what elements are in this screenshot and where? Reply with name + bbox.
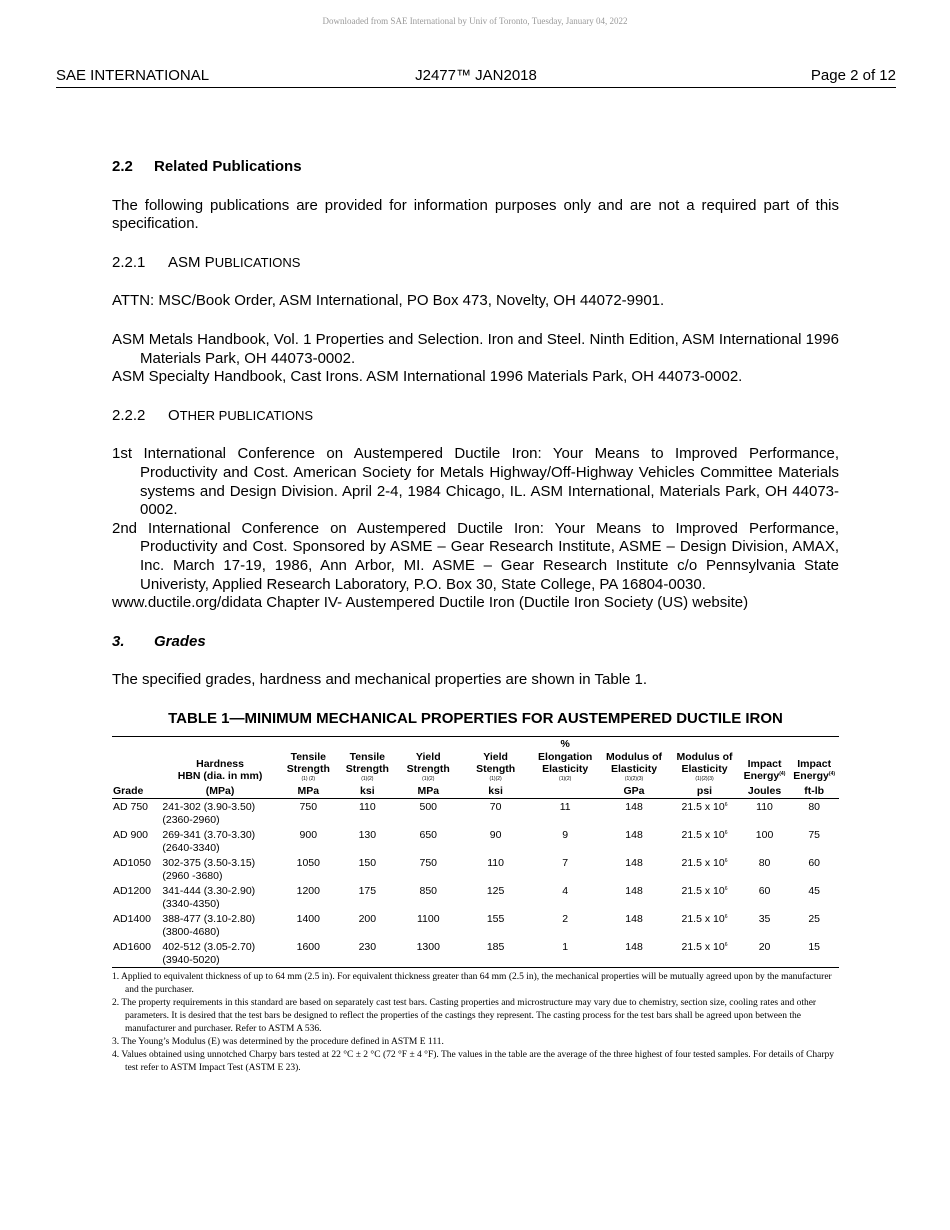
header-text: Elasticity (542, 763, 589, 776)
cell-yield-mpa: 750 (419, 857, 438, 870)
section-title-initial: O (168, 406, 180, 424)
cell-hardness (161, 829, 278, 857)
cell-grade: AD1200 (113, 885, 151, 898)
hardness-hbn: 241-302 (3.90-3.50) (162, 801, 256, 814)
unit-yield-mpa: MPa (397, 784, 460, 799)
cell-elongation: 4 (562, 885, 569, 898)
cell-grade: AD1400 (113, 913, 151, 926)
header-text: Modulus of (676, 750, 733, 763)
cell-yield-ksi: 110 (487, 857, 504, 870)
cell-yield-ksi: 70 (489, 801, 502, 814)
cell-modulus-psi (669, 941, 739, 968)
cell-elongation: 9 (562, 829, 569, 842)
cell-hardness (161, 941, 278, 968)
header-text: Yield (483, 750, 508, 763)
download-watermark: Downloaded from SAE International by Univ of Toronto, Tuesday, January 04, 2022 (322, 16, 628, 26)
footnote-ref: (1)(2)(3) (695, 775, 714, 782)
cell-hardness (161, 799, 278, 830)
footnote-ref: (1)(2) (489, 775, 502, 782)
cell-yield-ksi: 125 (486, 885, 505, 898)
cell-tensile-ksi: 150 (358, 857, 377, 870)
section-title: Grades (154, 632, 206, 650)
hardness-mpa: (3800-4680) (162, 925, 220, 938)
exponent: 6 (724, 830, 728, 837)
table-notes (112, 971, 839, 1075)
modulus-psi-value: 21.5 x 10 (681, 829, 725, 842)
header-text: Tensile (349, 750, 386, 763)
table-row (112, 829, 839, 857)
cell-yield-mpa: 1100 (416, 913, 440, 926)
col-header-hardness (161, 737, 278, 784)
col-header-modulus-psi (669, 737, 739, 784)
cell-impact-ftlb: 75 (808, 829, 820, 842)
unit-tensile-ksi: ksi (338, 784, 397, 799)
cell-impact-ftlb: 25 (808, 913, 820, 926)
table-row (112, 857, 839, 885)
cell-hardness (161, 913, 278, 941)
header-text: Energy (793, 770, 829, 783)
footnote-ref: (1)(2) (361, 775, 374, 782)
section-title-initial: ASM P (168, 253, 215, 271)
table-note: 1. Applied to equivalent thickness of up to 64 mm (2.5 in). For equivalent thickness greater than 64 mm (2.5 in), the mechanical properties will be mutually agreed upon by the manufacturer and the purchaser. (112, 972, 832, 996)
cell-tensile-ksi: 175 (358, 885, 377, 898)
cell-modulus-gpa: 148 (625, 913, 643, 926)
table-row (112, 799, 839, 830)
footnote-ref: (4) (828, 771, 836, 778)
exponent: 6 (724, 802, 728, 809)
header-document-id: J2477™ JAN2018 (415, 67, 537, 84)
modulus-psi-value: 21.5 x 10 (681, 913, 725, 926)
mechanical-properties-table (112, 736, 839, 968)
header-text: Strength (345, 763, 389, 776)
footnote-ref: (1) (2) (301, 775, 316, 782)
cell-impact-joules: 100 (755, 829, 774, 842)
unit-tensile-mpa: MPa (279, 784, 338, 799)
section-number: 3. (112, 632, 125, 650)
cell-tensile-mpa: 750 (299, 801, 318, 814)
col-header-yield-ksi (460, 737, 532, 784)
cell-tensile-mpa: 1600 (279, 941, 338, 968)
cell-elongation: 2 (562, 913, 569, 926)
section-2-2-intro: The following publications are provided for information purposes only and are not a required part of this specification. (112, 196, 839, 233)
exponent: 6 (724, 886, 728, 893)
cell-impact-ftlb: 60 (808, 857, 820, 870)
footnote-ref: (1)(2) (422, 775, 435, 782)
unit-yield-ksi: ksi (460, 784, 532, 799)
cell-elongation: 7 (562, 857, 569, 870)
table-note: 2. The property requirements in this standard are based on separately cast test bars. Casting properties and microstructure may vary due to chemistry, section size, cooling rates and other parameters. It is desired that the test bars be designed to reflect the properties of the castings they represent. The casting process for the test bars shall be agreed upon between the manufacturer and purchaser. Refer to ASTM A 536. (112, 998, 817, 1035)
cell-impact-ftlb: 45 (808, 885, 820, 898)
header-text: Tensile (290, 750, 326, 763)
hardness-mpa: (3940-5020) (162, 953, 220, 966)
unit-elongation (532, 784, 599, 799)
cell-yield-ksi: 185 (460, 941, 532, 968)
cell-tensile-ksi: 230 (338, 941, 397, 968)
unit-impact-ftlb: ft-lb (789, 784, 839, 799)
cell-tensile-ksi: 200 (358, 913, 377, 926)
cell-tensile-mpa: 1050 (296, 857, 320, 870)
cell-impact-joules: 60 (758, 885, 771, 898)
header-text: Hardness (196, 757, 244, 770)
cell-tensile-ksi: 110 (358, 801, 376, 814)
table-row (112, 913, 839, 941)
cell-modulus-psi (669, 913, 739, 941)
cell-elongation: 11 (559, 801, 571, 814)
header-text: Yield (415, 750, 441, 763)
cell-tensile-ksi: 130 (358, 829, 377, 842)
hardness-hbn: 269-341 (3.70-3.30) (162, 829, 256, 842)
header-text: Elasticity (681, 763, 728, 776)
cell-modulus-gpa: 148 (599, 941, 669, 968)
cell-impact-ftlb: 15 (789, 941, 839, 968)
header-text: Elasticity (610, 763, 658, 776)
exponent: 6 (724, 942, 728, 949)
footnote-ref: (1)(2)(3) (624, 775, 644, 782)
col-header-yield-mpa (397, 737, 460, 784)
hardness-hbn: 341-444 (3.30-2.90) (162, 885, 256, 898)
section-number: 2.2.1 (112, 253, 146, 271)
cell-grade: AD1600 (112, 941, 161, 968)
footnote-ref: (1)(2) (559, 775, 572, 782)
section-number: 2.2.2 (112, 406, 146, 424)
unit-hardness: (MPa) (161, 784, 278, 799)
cell-hardness (161, 857, 278, 885)
modulus-psi-value: 21.5 x 10 (681, 857, 725, 870)
exponent: 6 (724, 858, 728, 865)
hardness-hbn: 402-512 (3.05-2.70) (162, 941, 256, 954)
page-body (112, 158, 839, 1075)
table-body (112, 799, 839, 968)
modulus-psi-value: 21.5 x 10 (681, 801, 725, 814)
cell-yield-mpa: 1300 (397, 941, 460, 968)
hardness-hbn: 388-477 (3.10-2.80) (162, 913, 256, 926)
cell-impact-joules: 20 (740, 941, 790, 968)
cell-hardness (161, 885, 278, 913)
hardness-mpa: (2640-3340) (162, 841, 220, 854)
reference-item: 1st International Conference on Austempered Ductile Iron: Your Means to Improved Performance, Productivity and Cost. American Society for Metals Highway/Off-Highway Vehicles Committee Materials systems and Design Division. April 2-4, 1984 Chicago, IL. ASM International, Materials Park, OH 44073-0002. (112, 445, 839, 519)
unit-impact-joules: Joules (740, 784, 790, 799)
cell-grade: AD 900 (113, 829, 149, 842)
col-header-impact-joules (740, 737, 790, 784)
header-text: Modulus of (606, 750, 663, 763)
col-header-tensile-mpa (279, 737, 338, 784)
hardness-mpa: (3340-4350) (162, 897, 220, 910)
unit-modulus-gpa: GPa (599, 784, 669, 799)
table-note: 4. Values obtained using unnotched Charpy bars tested at 22 °C ± 2 °C (72 °F ± 4 °F). The values in the table are the average of the three highest of four tested samples. For details of Charpy test refer to ASTM Impact Test (ASTM E 23). (112, 1050, 835, 1074)
page-header (56, 67, 896, 88)
header-text: Strength (286, 763, 330, 776)
header-text: Energy (743, 770, 780, 783)
table-row (112, 941, 839, 968)
header-text: Impact (747, 757, 782, 770)
section-2-2-heading (112, 158, 839, 177)
reference-item: ASM Specialty Handbook, Cast Irons. ASM International 1996 Materials Park, OH 44073-0002. (112, 368, 743, 386)
cell-impact-ftlb: 80 (808, 801, 820, 814)
cell-modulus-gpa: 148 (625, 801, 643, 814)
header-text: Elongation (538, 750, 593, 763)
section-2-2-1-heading (112, 254, 839, 273)
section-title-smallcaps: UBLICATIONS (214, 254, 301, 270)
cell-modulus-gpa: 148 (625, 829, 643, 842)
hardness-hbn: 302-375 (3.50-3.15) (162, 857, 256, 870)
cell-elongation: 1 (532, 941, 599, 968)
cell-modulus-psi (669, 857, 739, 885)
col-header-grade: Grade (112, 784, 161, 799)
reference-item: ASM Metals Handbook, Vol. 1 Properties and Selection. Iron and Steel. Ninth Edition, ASM International 1996 Materials Park, OH 44073-0002. (112, 330, 839, 367)
table-note: 3. The Young’s Modulus (E) was determined by the procedure defined in ASTM E 111. (112, 1037, 444, 1048)
table-caption: TABLE 1—MINIMUM MECHANICAL PROPERTIES FOR AUSTEMPERED DUCTILE IRON (168, 709, 783, 727)
cell-tensile-mpa: 1200 (296, 885, 320, 898)
cell-grade: AD1050 (113, 857, 151, 870)
cell-modulus-gpa: 148 (625, 885, 643, 898)
reference-item: www.ductile.org/didata Chapter IV- Austempered Ductile Iron (Ductile Iron Society (US) website) (112, 594, 749, 612)
asm-attn-line: ATTN: MSC/Book Order, ASM International, PO Box 473, Novelty, OH 44072-9901. (112, 292, 665, 310)
section-2-2-2-heading (112, 407, 839, 426)
cell-yield-mpa: 650 (419, 829, 438, 842)
cell-modulus-psi (669, 829, 739, 857)
section-title: Related Publications (154, 158, 302, 175)
modulus-psi-value: 21.5 x 10 (681, 941, 725, 954)
cell-modulus-gpa: 148 (625, 857, 643, 870)
cell-tensile-mpa: 1400 (296, 913, 320, 926)
col-header-grade-top (112, 737, 161, 784)
cell-yield-ksi: 155 (486, 913, 505, 926)
section-3-intro: The specified grades, hardness and mechanical properties are shown in Table 1. (112, 671, 648, 689)
section-title-smallcaps: THER PUBLICATIONS (179, 407, 314, 423)
section-3-heading (112, 633, 839, 652)
cell-impact-joules: 35 (758, 913, 771, 926)
unit-modulus-psi: psi (669, 784, 739, 799)
col-header-impact-ftlb (789, 737, 839, 784)
hardness-mpa: (2960 -3680) (162, 869, 223, 882)
cell-modulus-psi (669, 885, 739, 913)
cell-modulus-psi (669, 799, 739, 830)
footnote-ref: (4) (779, 771, 786, 778)
cell-tensile-mpa: 900 (299, 829, 318, 842)
hardness-mpa: (2360-2960) (162, 813, 220, 826)
reference-item: 2nd International Conference on Austempered Ductile Iron: Your Means to Improved Performance, Productivity and Cost. Sponsored by ASME – Gear Research Institute, ASME – Design Division, AMAX, Inc. March 17-19, 1986, Ann Arbor, MI. ASME – Gear Research Institute c/o Pennsylvania State Univeristy, Applied Research Laboratory, P.O. Box 30, State College, PA 16804-0030. (112, 519, 839, 593)
header-text: Strength (406, 763, 450, 776)
header-text: Stength (476, 763, 516, 776)
header-page-number: Page 2 of 12 (810, 67, 896, 84)
exponent: 6 (724, 914, 728, 921)
modulus-psi-value: 21.5 x 10 (681, 885, 725, 898)
cell-grade: AD 750 (113, 801, 149, 814)
col-header-modulus-gpa (599, 737, 669, 784)
col-header-tensile-ksi (338, 737, 397, 784)
header-text: Impact (797, 757, 832, 770)
cell-yield-mpa: 850 (419, 885, 438, 898)
col-header-elongation (532, 737, 599, 784)
section-number: 2.2 (112, 158, 133, 175)
cell-impact-joules: 110 (756, 801, 773, 814)
table-row (112, 885, 839, 913)
cell-yield-ksi: 90 (489, 829, 502, 842)
header-publisher: SAE INTERNATIONAL (56, 67, 210, 84)
cell-yield-mpa: 500 (419, 801, 438, 814)
header-text: % (560, 738, 570, 751)
header-text: HBN (dia. in mm) (177, 770, 263, 783)
cell-impact-joules: 80 (758, 857, 771, 870)
